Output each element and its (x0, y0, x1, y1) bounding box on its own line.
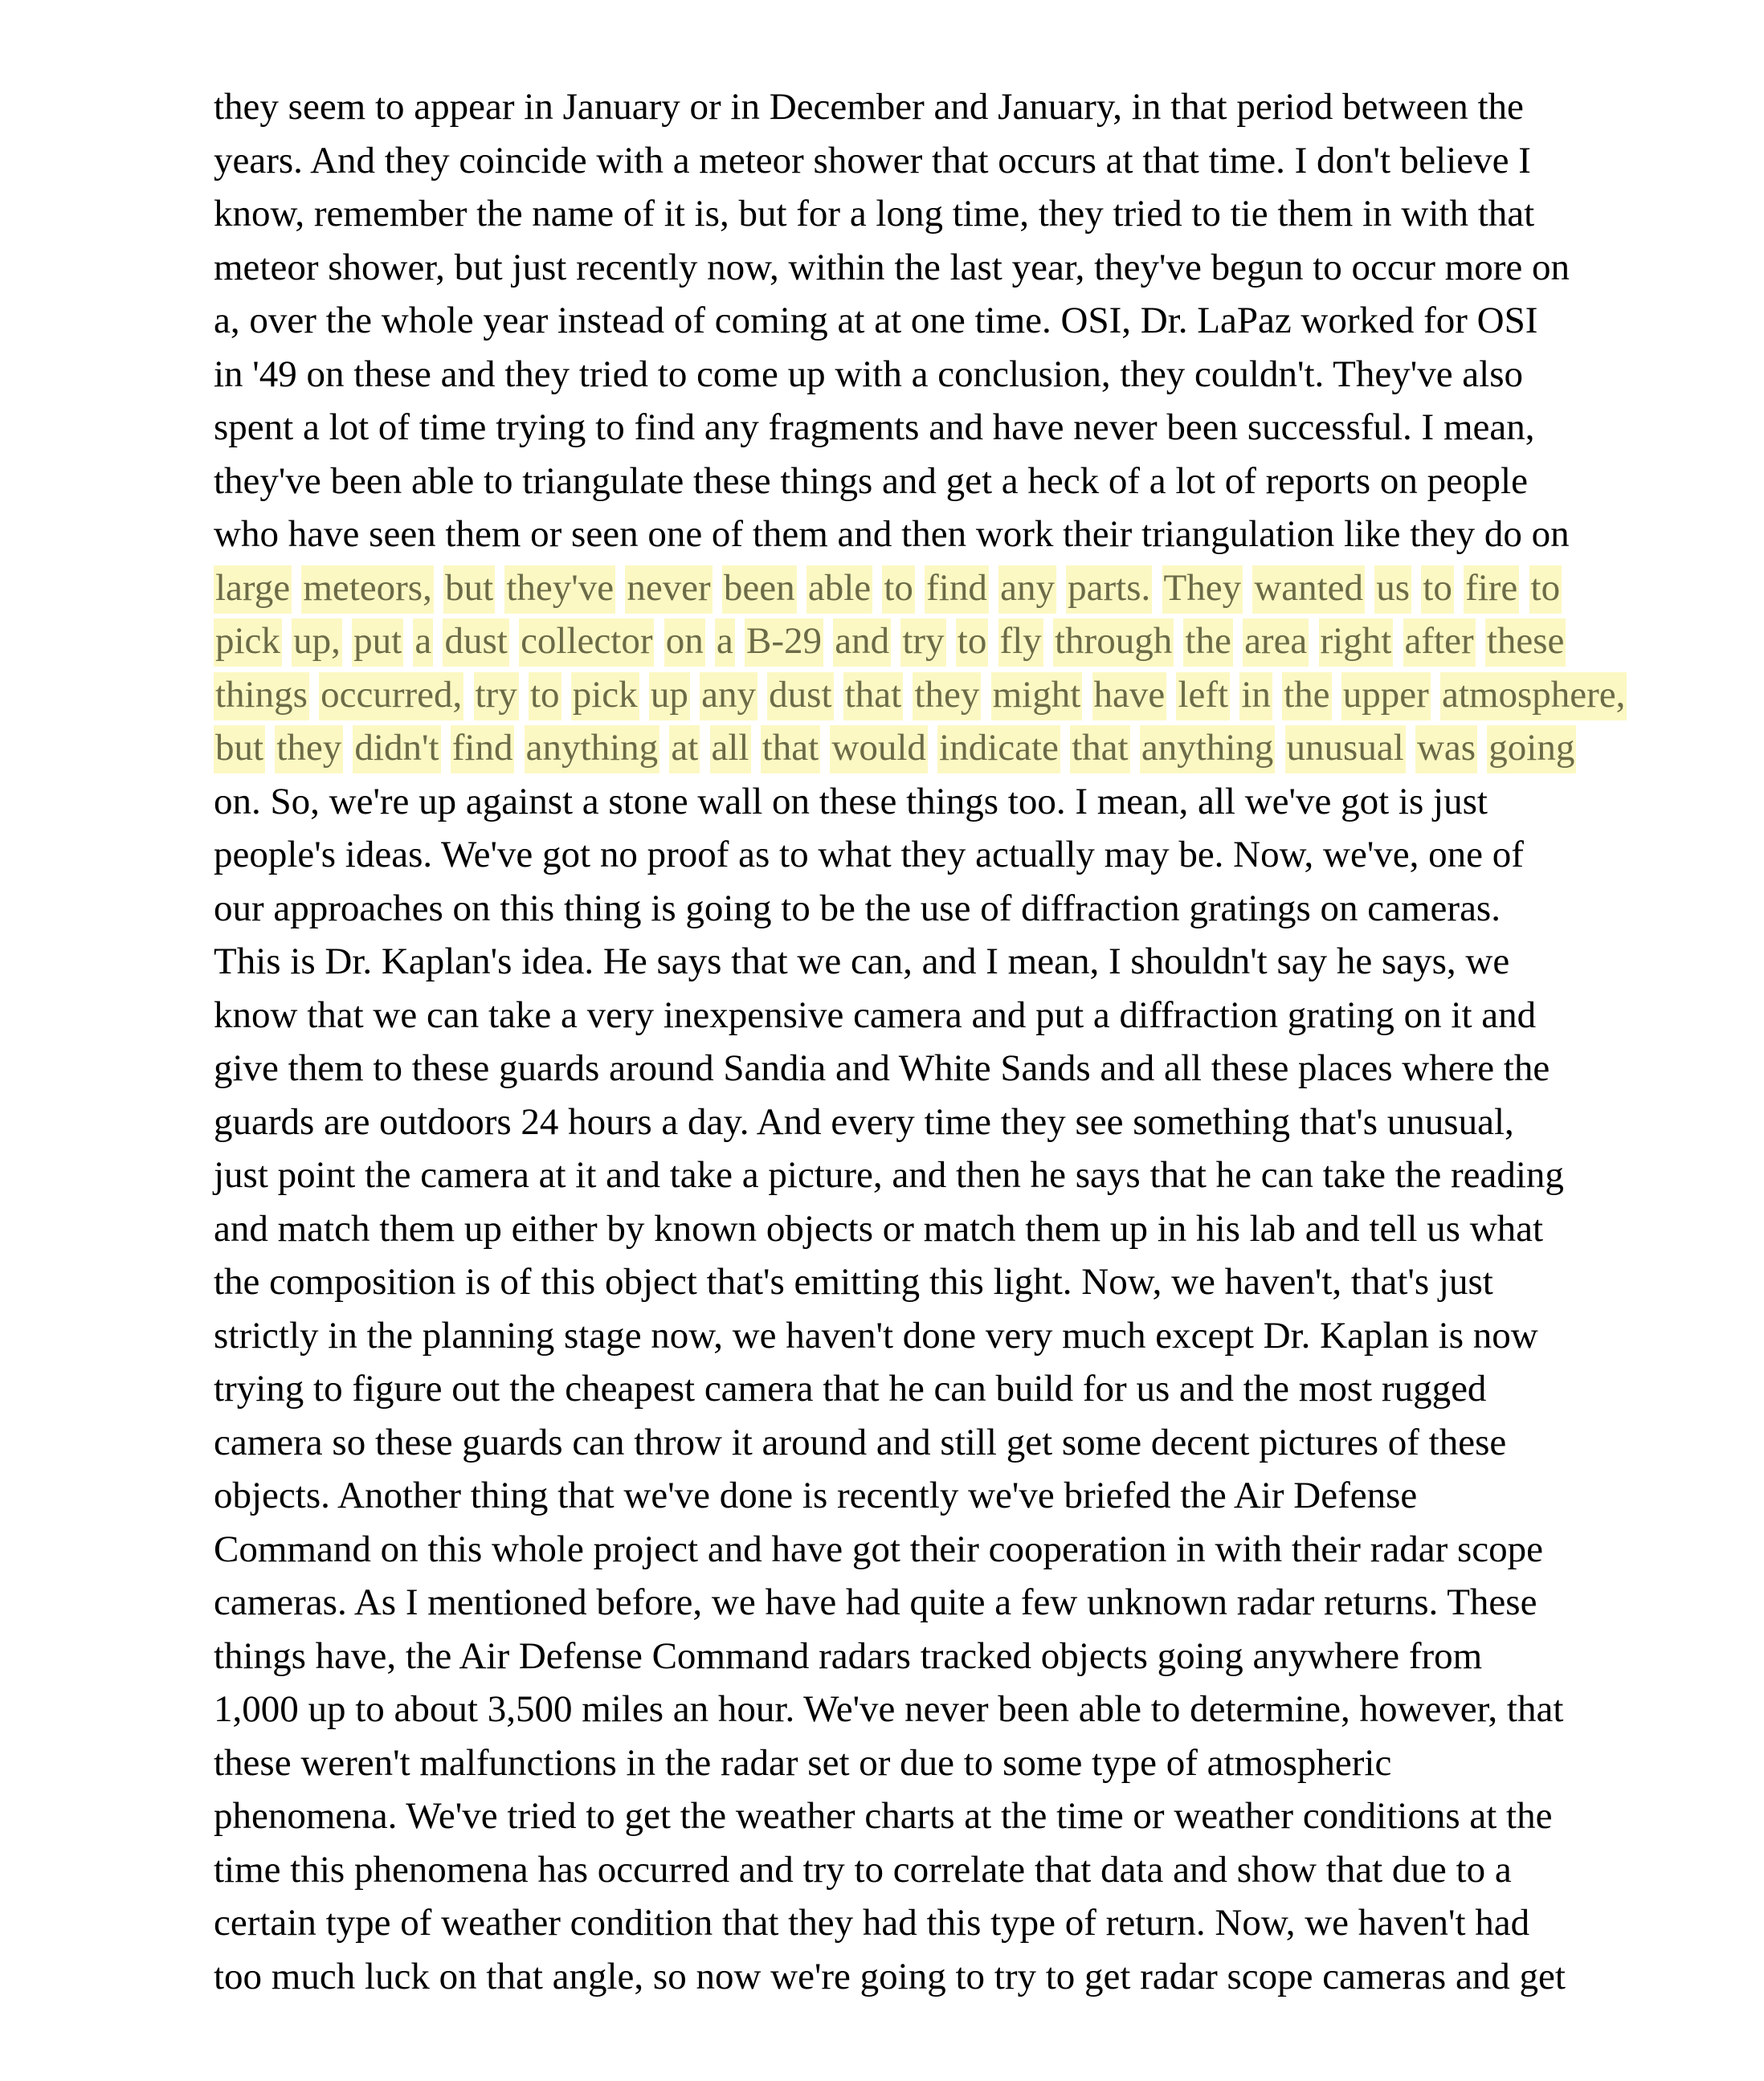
highlighted-word: atmosphere, (1440, 672, 1627, 720)
text-line: time this phenomena has occurred and try to correlate that data and show that due to a (214, 1848, 1512, 1891)
highlighted-word: to (1529, 565, 1562, 614)
highlighted-word: large (214, 565, 292, 614)
highlighted-word: all (710, 725, 751, 773)
highlighted-word: have (1092, 672, 1167, 720)
highlighted-word: unusual (1285, 725, 1406, 773)
text-line: our approaches on this thing is going to be the use of diffraction gratings on cameras. (214, 887, 1501, 929)
highlighted-word: to (529, 672, 561, 720)
text-line: they seem to appear in January or in December and January, in that period between the (214, 86, 1524, 128)
highlighted-word: upper (1341, 672, 1431, 720)
highlighted-word: would (830, 725, 928, 773)
highlighted-word: but (443, 565, 495, 614)
text-line: who have seen them or seen one of them and then work their triangulation like they do on (214, 513, 1570, 555)
text-line: know, remember the name of it is, but for a long time, they tried to tie them in with that (214, 193, 1535, 235)
highlighted-word: the (1282, 672, 1331, 720)
text-line: spent a lot of time trying to find any fragments and have never been successful. I mean, (214, 406, 1535, 448)
text-line: on. So, we're up against a stone wall on these things too. I mean, all we've got is just (214, 780, 1488, 822)
text-line: give them to these guards around Sandia and White Sands and all these places where the (214, 1047, 1550, 1089)
highlighted-word: up (649, 672, 690, 720)
transcript-page (214, 80, 1660, 2003)
highlighted-word: anything (525, 725, 659, 773)
highlighted-word: that (843, 672, 903, 720)
highlighted-word: put (352, 618, 403, 667)
text-block-after-highlight (214, 775, 1660, 2004)
highlighted-word: they (913, 672, 981, 720)
highlighted-word: never (625, 565, 712, 614)
text-line: 1,000 up to about 3,500 miles an hour. We've never been able to determine, however, that (214, 1688, 1564, 1730)
highlighted-word: B-29 (745, 618, 823, 667)
text-line: trying to figure out the cheapest camera that he can build for us and the most rugged (214, 1368, 1487, 1410)
text-line: a, over the whole year instead of coming at at one time. OSI, Dr. LaPaz worked for OSI (214, 300, 1538, 341)
highlighted-word: might (991, 672, 1083, 720)
highlighted-word: on (664, 618, 705, 667)
highlighted-word: up, (292, 618, 342, 667)
highlighted-word: indicate (937, 725, 1060, 773)
text-line: Command on this whole project and have got their cooperation in with their radar scope (214, 1528, 1543, 1570)
highlighted-word: a (715, 618, 735, 667)
text-line: years. And they coincide with a meteor shower that occurs at that time. I don't believe I (214, 139, 1531, 182)
highlighted-word: try (474, 672, 519, 720)
text-line: they've been able to triangulate these things and get a heck of a lot of reports on people (214, 459, 1528, 502)
text-line: just point the camera at it and take a picture, and then he says that he can take the reading (214, 1154, 1564, 1196)
highlighted-word: fire (1464, 565, 1519, 614)
highlighted-word: right (1319, 618, 1394, 667)
text-line: too much luck on that angle, so now we're going to try to get radar scope cameras and get (214, 1955, 1566, 1997)
highlighted-word: any (998, 565, 1056, 614)
highlighted-word: try (900, 618, 945, 667)
highlighted-word: going (1487, 725, 1576, 773)
highlighted-word: to (956, 618, 989, 667)
highlighted-word: find (925, 565, 989, 614)
text-line: camera so these guards can throw it around and still get some decent pictures of these (214, 1421, 1507, 1463)
highlighted-word: any (700, 672, 757, 720)
text-line: and match them up either by known objects or match them up in his lab and tell us what (214, 1207, 1544, 1250)
highlighted-word: to (882, 565, 915, 614)
highlighted-word: after (1403, 618, 1476, 667)
highlighted-word: occurred, (319, 672, 463, 720)
text-line: cameras. As I mentioned before, we have had quite a few unknown radar returns. These (214, 1581, 1537, 1623)
highlighted-word: area (1243, 618, 1309, 667)
highlighted-word: the (1183, 618, 1232, 667)
highlighted-word: to (1421, 565, 1454, 614)
highlighted-line (214, 614, 1660, 668)
highlighted-word: left (1176, 672, 1230, 720)
highlighted-word: been (722, 565, 797, 614)
highlighted-word: able (806, 565, 872, 614)
text-line: This is Dr. Kaplan's idea. He says that we can, and I mean, I shouldn't say he says, we (214, 941, 1510, 982)
highlighted-word: didn't (353, 725, 440, 773)
highlighted-word: these (1485, 618, 1566, 667)
highlighted-word: find (451, 725, 515, 773)
highlighted-word: a (413, 618, 433, 667)
highlighted-word: meteors, (301, 565, 434, 614)
text-line: phenomena. We've tried to get the weather charts at the time or weather conditions at the (214, 1795, 1553, 1837)
text-line: the composition is of this object that's emitting this light. Now, we haven't, that's just (214, 1261, 1493, 1303)
text-block-before-highlight (214, 80, 1660, 561)
highlighted-word: dust (443, 618, 508, 667)
highlighted-line (214, 668, 1660, 722)
highlighted-word: anything (1140, 725, 1275, 773)
highlighted-word: They (1162, 565, 1243, 614)
highlighted-word: fly (998, 618, 1043, 667)
text-line: in '49 on these and they tried to come up with a conclusion, they couldn't. They've also (214, 353, 1524, 395)
highlighted-word: in (1239, 672, 1272, 720)
highlighted-passage (214, 561, 1660, 775)
highlighted-word: they've (504, 565, 615, 614)
text-line: these weren't malfunctions in the radar set or due to some type of atmospheric (214, 1741, 1392, 1784)
highlighted-line (214, 561, 1660, 615)
highlighted-word: and (833, 618, 891, 667)
highlighted-word: pick (571, 672, 639, 720)
text-line: people's ideas. We've got no proof as to what they actually may be. Now, we've, one of (214, 834, 1524, 875)
highlighted-word: that (761, 725, 820, 773)
highlighted-word: pick (214, 618, 282, 667)
text-line: meteor shower, but just recently now, within the last year, they've begun to occur more on (214, 246, 1570, 288)
highlighted-line (214, 721, 1660, 775)
highlighted-word: parts. (1066, 565, 1152, 614)
text-line: certain type of weather condition that they had this type of return. Now, we haven't had (214, 1902, 1530, 1944)
highlighted-word: that (1070, 725, 1129, 773)
highlighted-word: through (1053, 618, 1174, 667)
highlighted-word: things (214, 672, 309, 720)
text-line: strictly in the planning stage now, we haven't done very much except Dr. Kaplan is now (214, 1314, 1538, 1357)
highlighted-word: at (669, 725, 700, 773)
highlighted-word: us (1374, 565, 1411, 614)
highlighted-word: but (214, 725, 265, 773)
text-line: things have, the Air Defense Command radars tracked objects going anywhere from (214, 1634, 1483, 1677)
highlighted-word: was (1415, 725, 1477, 773)
text-line: objects. Another thing that we've done is recently we've briefed the Air Defense (214, 1475, 1418, 1516)
highlighted-word: dust (767, 672, 833, 720)
highlighted-word: collector (519, 618, 654, 667)
text-line: know that we can take a very inexpensive camera and put a diffraction grating on it and (214, 994, 1537, 1036)
highlighted-word: wanted (1252, 565, 1365, 614)
highlighted-word: they (275, 725, 343, 773)
text-line: guards are outdoors 24 hours a day. And every time they see something that's unusual, (214, 1100, 1514, 1143)
